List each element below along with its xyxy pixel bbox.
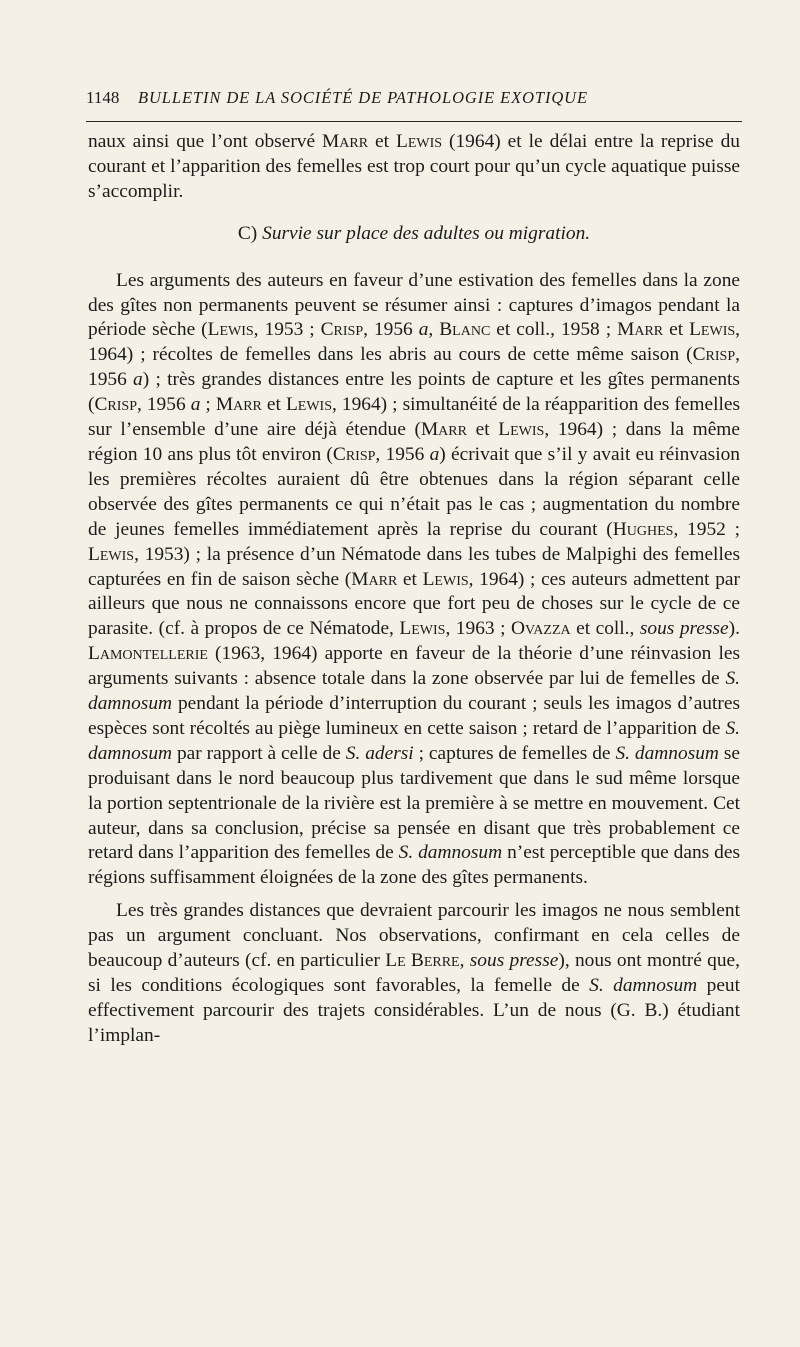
paragraph-arguments: Les arguments des auteurs en faveur d’une estivation des femelles dans la zone des gîtes non permanents peuvent se résumer ainsi : captures d’imagos pendant la période sèche (Lewis, 1953 ; Crisp, 1956 a, Blanc et coll., 1958 ; Marr et Lewis, 1964) ; récoltes de femelles dans les abris au cours de cette même saison (Crisp, 1956 a) ; très grandes distances entre les points de capture et les gîtes permanents (Crisp, 1956 a ; Marr et Lewis, 1964) ; simultanéité de la réapparition des femelles sur l’ensemble d’une aire déjà étendue (Marr et Lewis, 1964) ; dans la même région 10 ans plus tôt environ (Crisp, 1956 a) écrivait que s’il y avait eu réinvasion les premières récoltes auraient dû être obtenues dans la région séparant celle observée des gîtes permanents ce qui n’était pas le cas ; augmentation du nombre de jeunes femelles immédiatement après la reprise du courant (Hughes, 1952 ; Lewis, 1953) ; la présence d’un Nématode dans les tubes de Malpighi des femelles capturées en fin de saison sèche (Marr et Lewis, 1964) ; ces auteurs admettent par ailleurs que nous ne connaissons encore que fort peu de choses sur le cycle de ce parasite. (cf. à propos de ce Nématode, Lewis, 1963 ; Ovazza et coll., sous presse). Lamontellerie (1963, 1964) apporte en faveur de la théorie d’une réinvasion les arguments suivants : absence totale dans la zone observée par lui de femelles de S. damnosum pendant la période d’interruption du courant ; seuls les imagos d’autres espèces sont récoltés au piège lumineux en cette saison ; retard de l’apparition de S. damnosum par rapport à celle de S. adersi ; captures de femelles de S. damnosum se produisant dans le nord beaucoup plus tardivement que dans le sud même lorsque la portion septentrionale de la rivière est la première à se mettre en mouvement. Cet auteur, dans sa conclusion, précise sa pensée en disant que très probablement ce retard dans l’apparition des femelles de S. damnosum n’est perceptible que dans des régions suffisamment éloignées de la zone des gîtes permanents. (88, 269, 741, 889)
section-letter: C) (237, 222, 258, 244)
journal-title: BULLETIN DE LA SOCIÉTÉ DE PATHOLOGIE EXOTIQUE (138, 88, 588, 107)
body-text (88, 130, 740, 1049)
paragraph-continued: naux ainsi que l’ont observé Marr et Lewis (1964) et le délai entre la reprise du courant et l’apparition des femelles est trop court pour qu’un cycle aquatique puisse s’accomplir. (88, 131, 740, 202)
section-heading (88, 222, 740, 247)
running-header (86, 88, 736, 108)
section-title: Survie sur place des adultes ou migration. (262, 222, 591, 244)
header-rule (86, 121, 742, 122)
page-number: 1148 (86, 88, 120, 107)
paragraph-distances: Les très grandes distances que devraient parcourir les imagos ne nous semblent pas un argument concluant. Nos observations, confirmant en cela celles de beaucoup d’auteurs (cf. en particulier Le Berre, sous presse), nous ont montré que, si les conditions écologiques sont favorables, la femelle de S. damnosum peut effectivement parcourir des trajets considérables. L’un de nous (G. B.) étudiant l’implan- (88, 900, 741, 1046)
